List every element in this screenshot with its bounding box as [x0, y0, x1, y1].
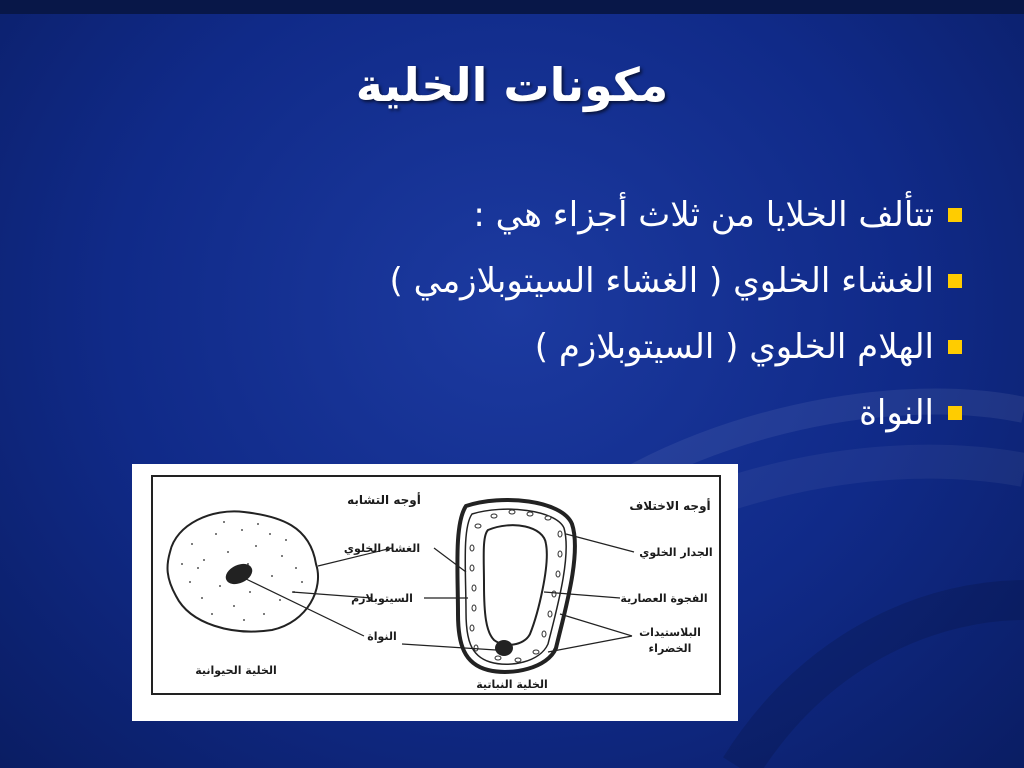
vacuole-label: الفجوة العصارية: [620, 592, 708, 605]
membrane-label: الغشاء الخلوي: [343, 542, 421, 555]
cell-wall-label: الجدار الخلوي: [639, 546, 713, 559]
bullet-square-icon: [948, 406, 962, 420]
nucleus-label: النواة: [367, 630, 397, 643]
bullet-text: النواة: [859, 393, 934, 433]
animal-cell: [168, 511, 319, 631]
plastids-label-line2: الخضراء: [648, 642, 692, 655]
bullet-text: الغشاء الخلوي ( الغشاء السيتوبلازمي ): [389, 261, 934, 301]
cell-diagram: [132, 464, 738, 721]
plastids-label: البلاستيدات: [639, 626, 701, 639]
bullet-square-icon: [948, 340, 962, 354]
bullet-square-icon: [948, 208, 962, 222]
plant-cell: [457, 500, 575, 672]
differences-heading: أوجه الاختلاف: [629, 499, 711, 513]
similarities-heading: أوجه التشابه: [347, 493, 421, 507]
bullet-list: [202, 182, 962, 446]
bullet-item: [202, 380, 962, 446]
bullet-item: [202, 248, 962, 314]
plant-cell-caption: الخلية النباتية: [476, 678, 548, 691]
bullet-square-icon: [948, 274, 962, 288]
bullet-text: الهلام الخلوي ( السيتوبلازم ): [534, 327, 934, 367]
bullet-item: [202, 314, 962, 380]
animal-cell-caption: الخلية الحيوانية: [195, 664, 277, 677]
plant-cell-nucleus: [495, 640, 513, 656]
cytoplasm-label: السيتوبلازم: [351, 592, 413, 605]
slide-title: مكونات الخلية: [355, 58, 669, 112]
cell-comparison-figure: [132, 464, 738, 721]
bullet-item: [202, 182, 962, 248]
bullet-text: تتألف الخلايا من ثلاث أجزاء هي :: [473, 195, 934, 235]
